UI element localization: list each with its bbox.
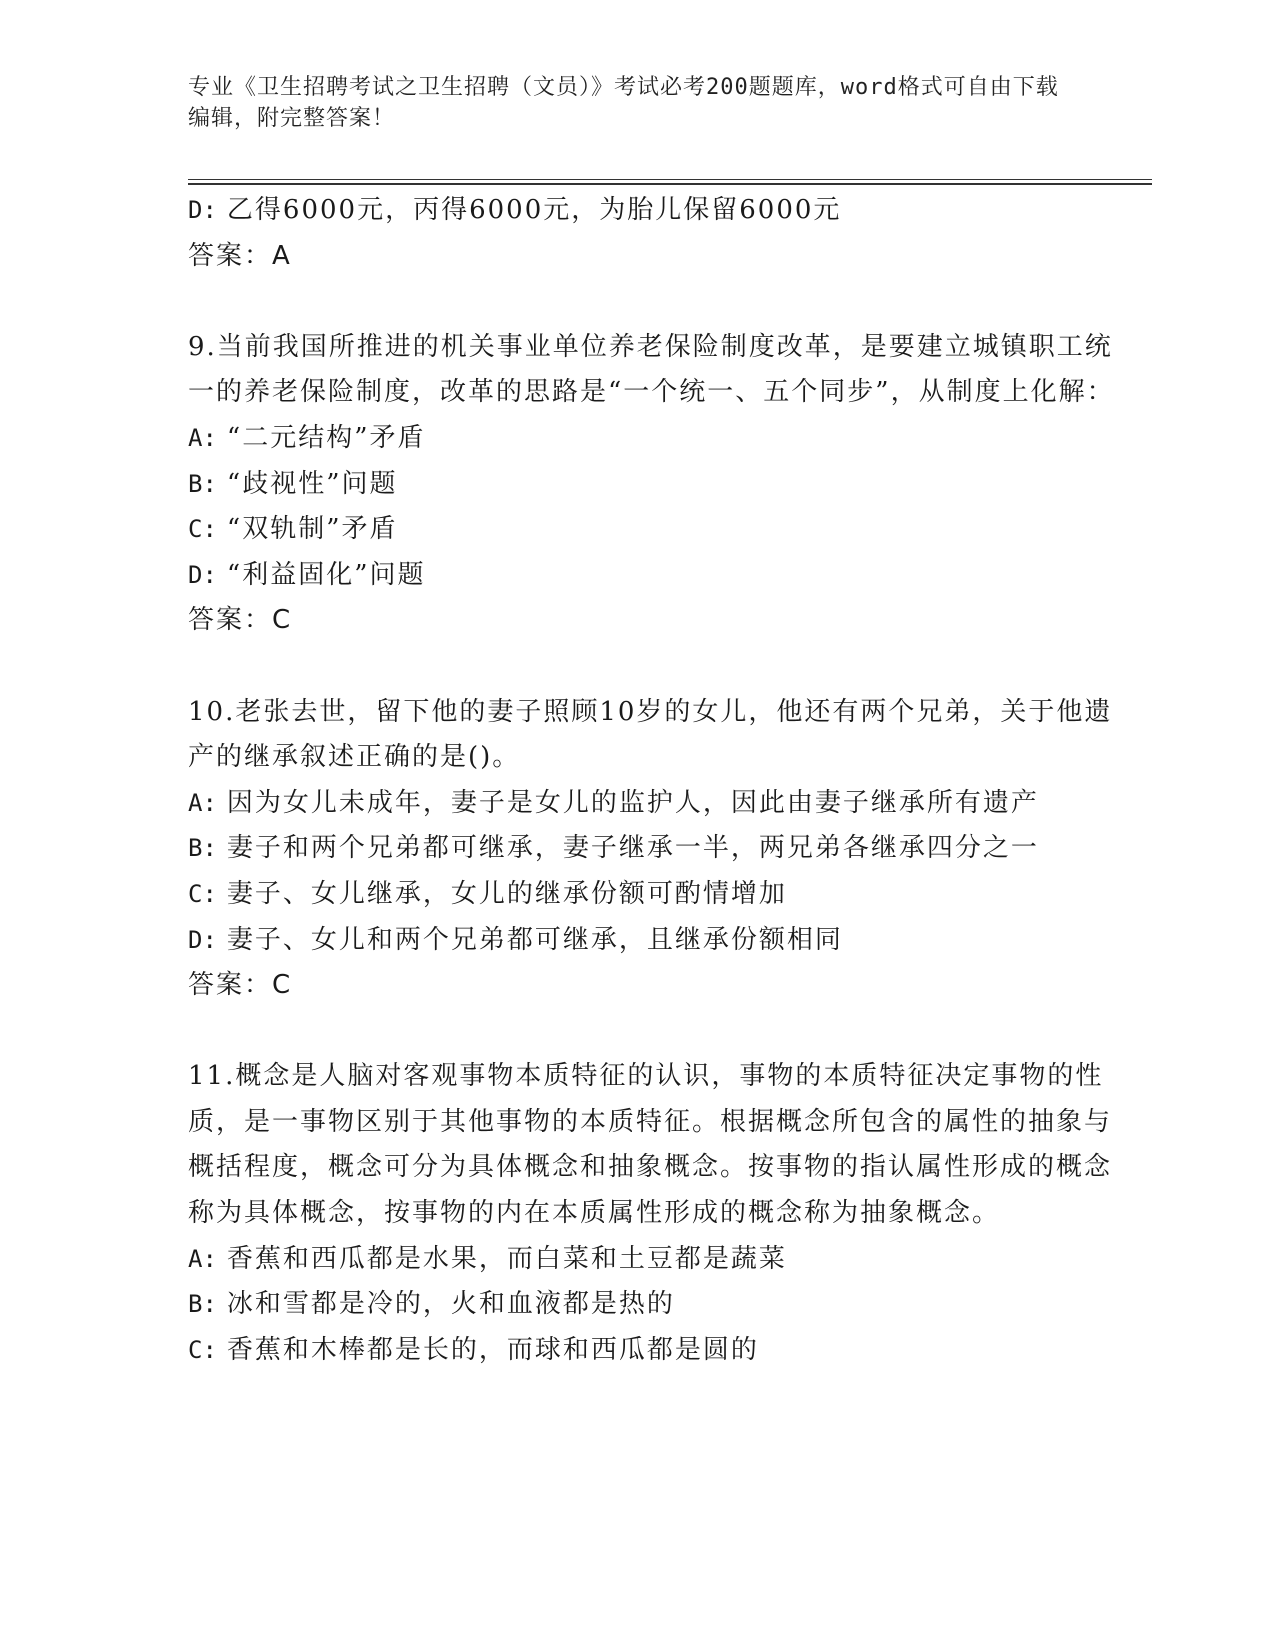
question-stem: 9.当前我国所推进的机关事业单位养老保险制度改革，是要建立城镇职工统一的养老保险制度，改革的思路是“一个统一、五个同步”，从制度上化解：: [188, 331, 1115, 408]
option-d: D: 妻子、女儿和两个兄弟都可继承，且继承份额相同: [188, 924, 843, 955]
answer-line: 答案：A: [188, 240, 292, 271]
option-b: B: 妻子和两个兄弟都可继承，妻子继承一半，两兄弟各继承四分之一: [188, 833, 1039, 864]
answer-line: 答案：C: [188, 605, 293, 636]
question-stem: 10.老张去世，留下他的妻子照顾10岁的女儿，他还有两个兄弟，关于他遗产的继承叙述正确的是()。: [188, 696, 1113, 773]
option-a: A: 香蕉和西瓜都是水果，而白菜和土豆都是蔬菜: [188, 1243, 787, 1274]
question-content: [188, 188, 1118, 1373]
option-a: A: “二元结构”矛盾: [188, 422, 426, 453]
option-c: C: 香蕉和木棒都是长的，而球和西瓜都是圆的: [188, 1334, 759, 1365]
option-d: D: 乙得6000元，丙得6000元，为胎儿保留6000元: [188, 195, 842, 225]
question-stem: 11.概念是人脑对客观事物本质特征的认识，事物的本质特征决定事物的性质，是一事物区别于其他事物的本质特征。根据概念所包含的属性的抽象与概括程度，概念可分为具体概念和抽象概念。按事物的指认属性形成的概念称为具体概念，按事物的内在本质属性形成的概念称为抽象概念。: [188, 1061, 1113, 1229]
option-b: B: “歧视性”问题: [188, 468, 398, 499]
header-divider-thin: [188, 179, 1152, 180]
answer-line: 答案：C: [188, 970, 293, 1001]
option-c: C: “双轨制”矛盾: [188, 514, 398, 545]
option-c: C: 妻子、女儿继承，女儿的继承份额可酌情增加: [188, 878, 787, 909]
page-header: 专业《卫生招聘考试之卫生招聘（文员）》考试必考200题题库，word格式可自由下载编辑，附完整答案！: [188, 75, 1059, 131]
option-b: B: 冰和雪都是冷的，火和血液都是热的: [188, 1289, 675, 1320]
option-a: A: 因为女儿未成年，妻子是女儿的监护人，因此由妻子继承所有遗产: [188, 787, 1039, 818]
header-divider-thick: [188, 183, 1152, 185]
option-d: D: “利益固化”问题: [188, 559, 426, 590]
